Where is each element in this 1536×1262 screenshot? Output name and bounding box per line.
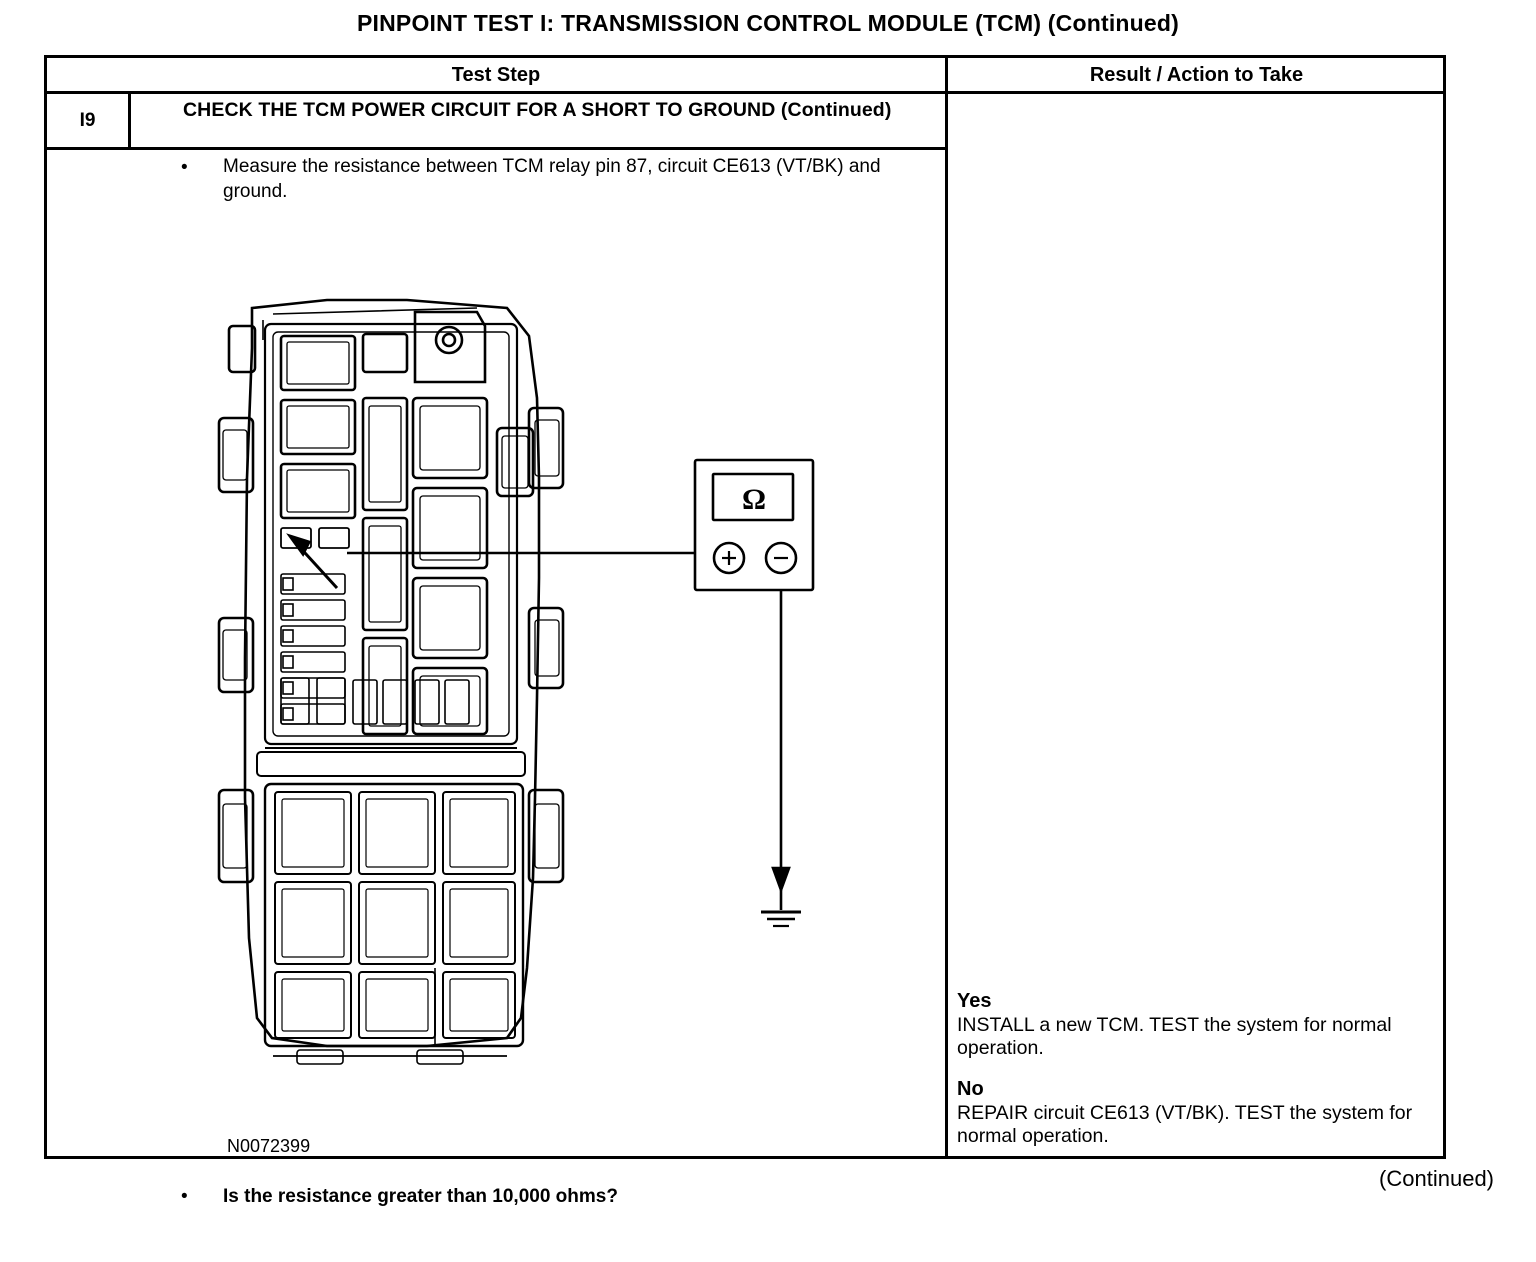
column-header-result-action: Result / Action to Take <box>1089 64 1304 86</box>
step-title: CHECK THE TCM POWER CIRCUIT FOR A SHORT TO GROUND (Continued) <box>131 94 945 150</box>
page-title: PINPOINT TEST I: TRANSMISSION CONTROL MODULE (TCM) (Continued) <box>356 10 1180 36</box>
ohm-symbol: Ω <box>741 483 767 516</box>
result-yes <box>957 990 1445 1060</box>
column-divider <box>945 58 948 1156</box>
table-header-row <box>47 58 1443 94</box>
ohmmeter <box>695 460 813 590</box>
step-number: I9 <box>47 94 131 150</box>
step-instruction-text: Measure the resistance between TCM relay pin 87, circuit CE613 (VT/BK) and ground. <box>223 156 881 202</box>
result-no <box>957 1078 1445 1148</box>
column-header-test-step: Test Step <box>451 64 541 86</box>
result-yes-text: INSTALL a new TCM. TEST the system for normal operation. <box>957 1014 1392 1059</box>
bullet-icon: • <box>181 1186 188 1207</box>
pointer-arrow <box>290 536 337 588</box>
step-instruction <box>131 154 943 204</box>
step-question-text: Is the resistance greater than 10,000 ohms? <box>223 1186 618 1207</box>
bullet-icon: • <box>181 157 188 178</box>
fuse-box-diagram <box>177 278 937 1078</box>
pinpoint-test-table <box>44 55 1446 1207</box>
result-no-label: No <box>957 1078 984 1100</box>
step-body <box>131 154 943 204</box>
ground-symbol <box>761 868 801 926</box>
result-no-text: REPAIR circuit CE613 (VT/BK). TEST the system for normal operation. <box>957 1102 1413 1147</box>
step-question <box>131 1186 943 1208</box>
fuse-box-svg <box>177 278 937 1078</box>
figure-id: N0072399 <box>227 1136 311 1156</box>
result-yes-label: Yes <box>957 990 992 1012</box>
continued-footer: (Continued) <box>1379 1166 1494 1191</box>
